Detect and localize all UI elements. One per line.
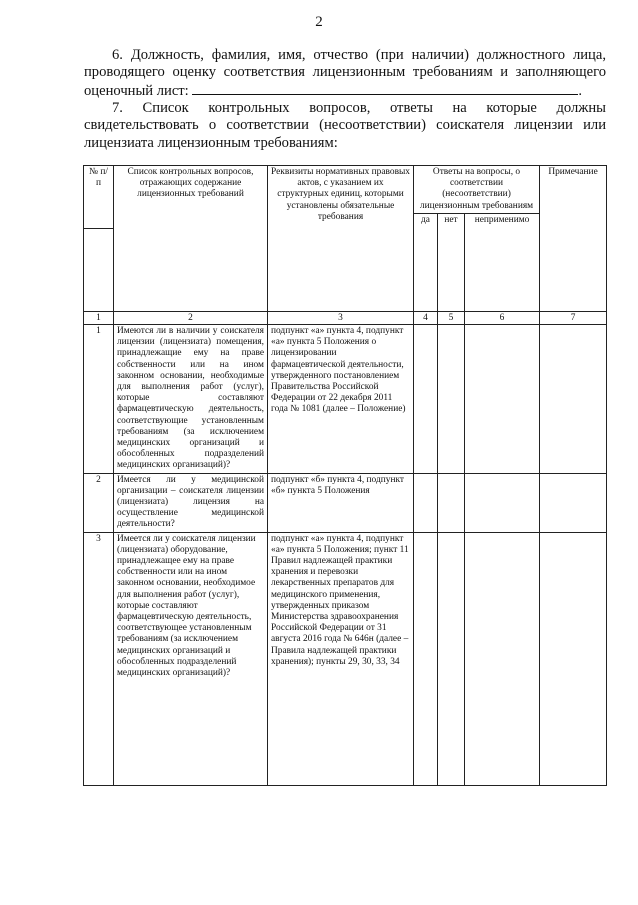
header-yes: да: [414, 213, 438, 311]
paragraph-6: [84, 47, 606, 100]
page-number: 2: [315, 14, 323, 30]
column-number: 7: [540, 312, 607, 325]
answer-no-cell[interactable]: [438, 532, 465, 785]
table-row: [84, 325, 607, 474]
note-cell[interactable]: [540, 325, 607, 474]
header-requisites: Реквизиты нормативных правовых актов, с указанием их структурных единиц, которыми установлены обязательные требования: [268, 166, 414, 312]
header-num: № п/п: [84, 166, 114, 229]
checklist-table: [83, 165, 607, 786]
row-question: Имеется ли у медицинской организации – соискателя лицензии (лицензиата) лицензия на осуществление медицинской деятельности?: [114, 473, 268, 532]
row-requisites: подпункт «б» пункта 4, подпункт «б» пункта 5 Положения: [268, 473, 414, 532]
note-cell[interactable]: [540, 473, 607, 532]
header-answers: Ответы на вопросы, о соответствии (несоответствии) лицензионным требованиям: [414, 166, 540, 214]
paragraph-6-end: .: [578, 82, 583, 99]
row-number: 2: [84, 473, 114, 532]
answer-yes-cell[interactable]: [414, 325, 438, 474]
header-note: Примечание: [540, 166, 607, 312]
column-number: 4: [414, 312, 438, 325]
paragraph-6-text: 6. Должность, фамилия, имя, отчество (при наличии) должностного лица, проводящего оценку соответствия лицензионным требованиям и заполняющего оценочный лист:: [84, 47, 606, 99]
row-number: 3: [84, 532, 114, 785]
answer-yes-cell[interactable]: [414, 473, 438, 532]
row-question: Имеются ли в наличии у соискателя лицензии (лицензиата) помещения, принадлежащие ему на праве собственности или на ином законном основании, необходимые для выполнения работ (услуг), которые составляют фармацевтическую деятельность, соответствующие установленным требованиям (за исключением медицинских организаций и обособленных подразделений медицинских организаций)?: [114, 325, 268, 474]
fill-in-line: [192, 82, 578, 95]
answer-no-cell[interactable]: [438, 325, 465, 474]
answer-na-cell[interactable]: [465, 473, 540, 532]
table-row: [84, 473, 607, 532]
table-row: [84, 532, 607, 785]
column-number: 6: [465, 312, 540, 325]
row-number: 1: [84, 325, 114, 474]
column-number: 2: [114, 312, 268, 325]
header-num-empty: [84, 229, 114, 312]
row-requisites: подпункт «а» пункта 4, подпункт «а» пункта 5 Положения о лицензировании фармацевтической деятельности, утвержденного постановлением Правительства Российской Федерации от 22 декабря 2011 года № 1081 (далее – Положение): [268, 325, 414, 474]
column-number: 5: [438, 312, 465, 325]
header-questions: Список контрольных вопросов, отражающих содержание лицензионных требований: [114, 166, 268, 312]
row-question: Имеется ли у соискателя лицензии (лицензиата) оборудование, принадлежащее ему на праве собственности или на ином законном основании, необходимое для выполнения работ (услуг), которые составляют фармацевтическую деятельность, соответствующее установленным требованиям (за исключением медицинских организаций и обособленных подразделений медицинских организаций)?: [114, 532, 268, 785]
paragraph-7: [84, 100, 606, 152]
column-number: 3: [268, 312, 414, 325]
paragraph-7-text: 7. Список контрольных вопросов, ответы на которые должны свидетельствовать о соответствии (несоответствии) соискателя лицензии или лицензиата лицензионным требованиям:: [84, 100, 606, 151]
answer-na-cell[interactable]: [465, 532, 540, 785]
column-number-row: [84, 312, 607, 325]
answer-yes-cell[interactable]: [414, 532, 438, 785]
header-not-applicable: неприменимо: [465, 213, 540, 311]
answer-no-cell[interactable]: [438, 473, 465, 532]
answer-na-cell[interactable]: [465, 325, 540, 474]
column-number: 1: [84, 312, 114, 325]
note-cell[interactable]: [540, 532, 607, 785]
row-requisites: подпункт «а» пункта 4, подпункт «а» пункта 5 Положения; пункт 11 Правил надлежащей практики хранения и перевозки лекарственных препаратов для медицинского применения, утвержденных приказом Министерства здравоохранения Российской Федерации от 31 августа 2016 года № 646н (далее – Правила надлежащей практики хранения); пункты 29, 30, 33, 34: [268, 532, 414, 785]
header-row: [84, 166, 607, 214]
header-no: нет: [438, 213, 465, 311]
